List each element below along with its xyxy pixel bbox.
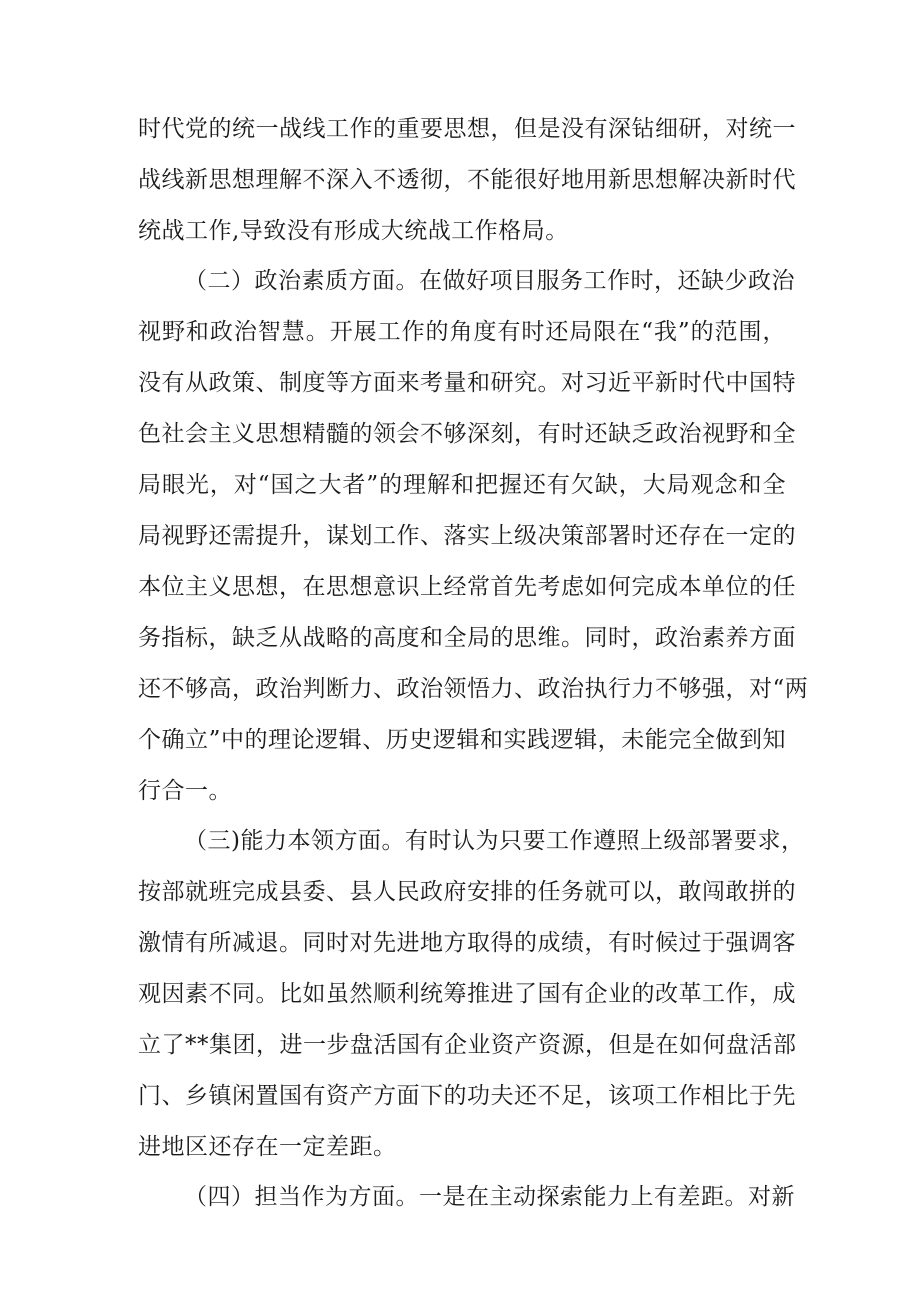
paragraph-line: 个确立”中的理论逻辑、历史逻辑和实践逻辑，未能完全做到知	[138, 727, 786, 753]
paragraph-line: 立了**集团，进一步盘活国有企业资产资源，但是在如何盘活部	[138, 1032, 797, 1058]
paragraph-line: 按部就班完成县委、县人民政府安排的任务就可以，敢闯敢拼的	[138, 879, 796, 905]
paragraph-line: 色社会主义思想精髓的领会不够深刻，有时还缺乏政治视野和全	[138, 421, 796, 447]
paragraph-line: 观因素不同。比如虽然顺利统筹推进了国有企业的改革工作，成	[138, 981, 796, 1007]
paragraph-line: 行合一。	[138, 778, 232, 804]
paragraph-line: 没有从政策、制度等方面来考量和研究。对习近平新时代中国特	[138, 370, 796, 396]
paragraph-line: 门、乡镇闲置国有资产方面下的功夫还不足，该项工作相比于先	[138, 1083, 796, 1109]
paragraph-line: 还不够高，政治判断力、政治领悟力、政治执行力不够强，对“两	[138, 676, 809, 702]
paragraph-line: 局视野还需提升，谋划工作、落实上级决策部署时还存在一定的	[138, 523, 796, 549]
paragraph-line: 局眼光，对“国之大者”的理解和把握还有欠缺，大局观念和全	[138, 472, 786, 498]
section-heading-line: （三)能力本领方面。有时认为只要工作遵照上级部署要求，	[184, 828, 805, 854]
paragraph-line: 本位主义思想，在思想意识上经常首先考虑如何完成本单位的任	[138, 574, 796, 600]
paragraph-line: 视野和政治智慧。开展工作的角度有时还局限在“我”的范围，	[138, 319, 786, 345]
paragraph-line: 战线新思想理解不深入不透彻，不能很好地用新思想解决新时代	[138, 167, 796, 193]
section-heading-line: （四）担当作为方面。一是在主动探索能力上有差距。对新	[184, 1184, 795, 1210]
paragraph-line: 时代党的统一战线工作的重要思想，但是没有深钻细研，对统一	[138, 116, 796, 142]
paragraph-line: 统战工作,导致没有形成大统战工作格局。	[138, 218, 569, 244]
paragraph-line: 务指标，缺乏从战略的高度和全局的思维。同时，政治素养方面	[138, 625, 796, 651]
paragraph-line: 进地区还存在一定差距。	[138, 1134, 397, 1160]
paragraph-line: 激情有所减退。同时对先进地方取得的成绩，有时候过于强调客	[138, 930, 796, 956]
section-heading-line: （二）政治素质方面。在做好项目服务工作时，还缺少政治	[184, 268, 795, 294]
